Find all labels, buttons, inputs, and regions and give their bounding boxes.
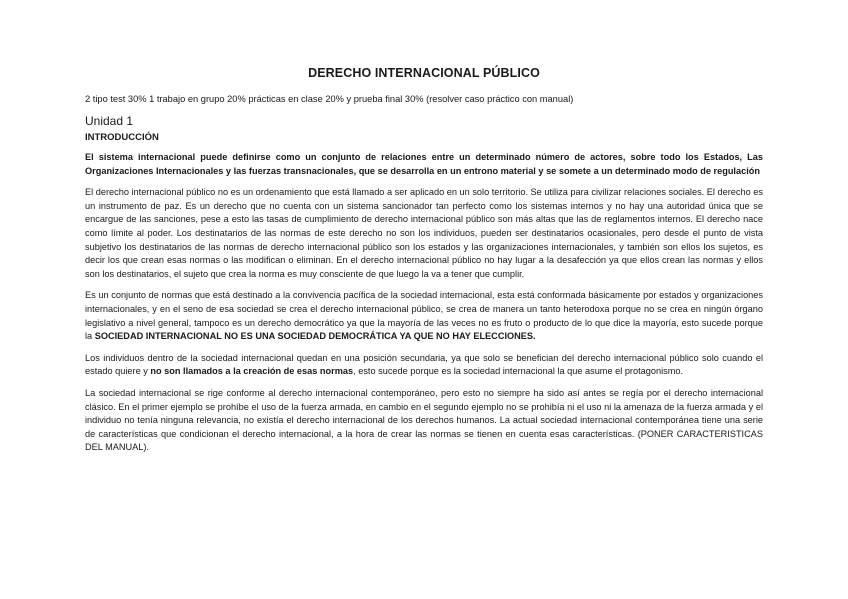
document-page <box>85 66 763 463</box>
section-heading: INTRODUCCIÓN <box>85 132 159 143</box>
paragraph-2 <box>85 289 763 343</box>
unit-heading: Unidad 1 <box>85 114 134 128</box>
paragraph-2-emphasis: SOCIEDAD INTERNACIONAL NO ES UNA SOCIEDAD DEMOCRÁTICA YA QUE NO HAY ELECCIONES. <box>94 331 536 342</box>
document-title: DERECHO INTERNACIONAL PÚBLICO <box>308 66 540 80</box>
paragraph-1: El derecho internacional público no es un ordenamiento que está llamado a ser aplicado en un solo territorio. Se utiliza para civilizar relaciones sociales. El derecho es un instrumento de paz. Es un derecho que no cuenta con un sistema sancionador tan perfecto como los sistemas internos y no hay una autoridad única que se encargue de las sanciones, pese a esto las tasas de cumplimiento de derecho internacional público son más altas que las de reglamentos internos. El derecho nace como límite al poder. Los destinatarios de las normas de este derecho no son los individuos, pueden ser destinatarios ocasionales, pero desde el punto de vista subjetivo los destinatarios de las normas de derecho internacional público son los estados y las organizaciones internacionales, y también son ellos los sujetos, es decir los que crean esas normas o las modifican o eliminan. En el derecho internacional público no hay lugar a la desafección ya que ellos crean las normas y ellos son los destinatarios, el sujeto que crea la norma es muy consciente de que luego la va a tener que cumplir. <box>85 187 763 279</box>
lead-paragraph: El sistema internacional puede definirse como un conjunto de relaciones entre un determinado número de actores, sobre todo los Estados, Las Organizaciones Internacionales y las fuerzas transnacionales, que se desarrolla en un entrono material y se somete a un determinado modo de regulación <box>85 152 763 176</box>
paragraph-2-text: Es un conjunto de normas que está destinado a la convivencia pacífica de la sociedad internacional, esta está conformada básicamente por estados y organizaciones internacionales, y en el seno de esa sociedad se crea el derecho internacional público, se crea de manera un tanto heterodoxa porque no se crea en ningún órgano legislativo a nivel general, tampoco es un derecho democrático ya que la mayoría de las veces no es fruto o producto de lo que dice la mayoría, esto sucede porque la <box>85 290 763 342</box>
evaluation-line: 2 tipo test 30% 1 trabajo en grupo 20% prácticas en clase 20% y prueba final 30% (resolver caso práctico con manual) <box>85 94 574 104</box>
paragraph-3-text-end: , esto sucede porque es la sociedad internacional la que asume el protagonismo. <box>353 366 684 377</box>
paragraph-3-emphasis: no son llamados a la creación de esas normas <box>150 366 354 377</box>
paragraph-3-text-start: Los individuos dentro de la sociedad internacional quedan en una posición secundaria, ya que solo se benefician del derecho internacional público solo cuando el estado quiere y <box>85 352 763 377</box>
paragraph-3 <box>85 352 763 379</box>
paragraph-4: La sociedad internacional se rige conforme al derecho internacional contemporáneo, pero esto no siempre ha sido así antes se regía por el derecho internacional clásico. En el primer ejemplo se prohíbe el uso de la fuerza armada, en cambio en el segundo ejemplo no se prohibía ni el uso ni la amenaza de la fuerza armada y el individuo no tenía ninguna relevancia, no existía el derecho internacional de los derechos humanos. La actual sociedad internacional contemporánea tiene una serie de características que condicionan el derecho internacional, a la hora de crear las normas se tienen en cuenta esas características. (PONER CARACTERISTICAS DEL MANUAL). <box>85 387 763 453</box>
